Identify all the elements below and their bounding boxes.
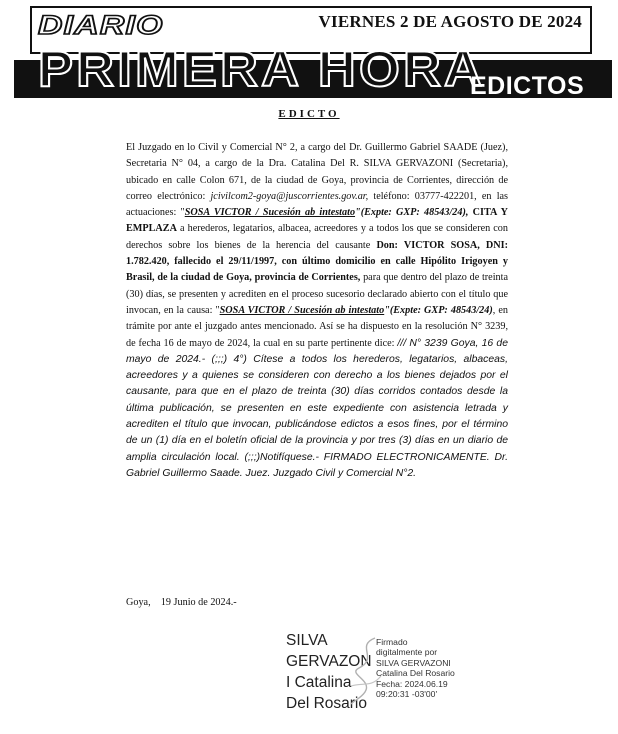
masthead	[0, 0, 618, 98]
stamp-line: Fecha: 2024.06.19	[376, 678, 448, 689]
edict-body	[126, 140, 508, 482]
stamp-line: 09:20:31 -03'00'	[376, 689, 438, 700]
case-name-2: SOSA VICTOR / Sucesión ab intestato	[219, 304, 385, 316]
logo-primera-hora: PRIMERA HORA	[38, 41, 486, 97]
case-expediente-1: "(Expte: GXP: 48543/24),	[355, 207, 469, 219]
text-heirs: a herederos, legatarios, albacea, acreedores y a todos los que se consideren con derechos sobre los bienes de la herencia del causante	[126, 223, 508, 251]
stamp-line: Firmado	[376, 637, 408, 647]
closing-date: 19 Junio de 2024.-	[160, 597, 237, 608]
text-phone: teléfono: 03777-422201, en las actuaciones: "	[126, 190, 509, 219]
logo-diario: DIARIO	[38, 10, 164, 40]
stamp-line: SILVA GERVAZONI	[376, 657, 451, 668]
publication-date: VIERNES 2 DE AGOSTO DE 2024	[318, 12, 582, 31]
text-resolution-intro: , en trámite por ante el juzgado antes mencionado. Así se ha dispuesto en la resolución N° 3239, de fecha 16 de mayo de 2024, la cual en su parte pertinente dice:	[126, 304, 508, 349]
signature-line: SILVA	[286, 632, 328, 649]
section-label: EDICTOS	[470, 72, 585, 100]
stamp-line: Catalina Del Rosario	[376, 668, 455, 679]
case-name-1: SOSA VICTOR / Sucesión ab intestato	[184, 207, 356, 219]
document-title: EDICTO	[278, 108, 340, 120]
court-email: jcivilcom2-goya@juscorrientes.gov.ar,	[210, 190, 369, 202]
closing-place: Goya,	[126, 597, 151, 608]
edict-paragraph	[126, 140, 508, 482]
digital-signature-stamp	[376, 637, 455, 699]
signature-line: GERVAZON	[286, 653, 372, 670]
text-intro: El Juzgado en lo Civil y Comercial N° 2, a cargo del Dr. Guillermo Gabriel SAADE (Juez), Secretaria N° 04, a cargo de la Dra. Catalina Del R. SILVA GERVAZONI (Secretaria), ubicado en calle Colon 671, de la ciudad de Goya, provincia de Corrientes, dirección de correo electrónico:	[126, 142, 508, 202]
case-expediente-2: "(Expte: GXP: 48543/24)	[384, 304, 493, 316]
closing-line	[126, 597, 237, 608]
causante-details: Don: VICTOR SOSA, DNI: 1.782.420, fallecido el 29/11/1997, con último domicilio en calle Hipólito Irigoyen y Brasil, de la ciudad de Goya, provincia de Corrientes,	[126, 239, 508, 284]
signature-line: Del Rosario	[286, 695, 367, 712]
cita-emplaza: CITA Y EMPLAZA	[126, 207, 508, 235]
text-deadline: para que dentro del plazo de treinta (30) días, se presenten y acrediten en el proceso sucesorio declarado abierto con el título que invocan, en la causa: "	[126, 272, 508, 316]
resolution-quote: /// N° 3239 Goya, 16 de mayo de 2024.- (;;;) 4°) Cítese a todos los herederos, legatarios, albaceas, acreedores y a quienes se consideren con derecho a los bienes dejados por el causante, para que en el plazo de treinta (30) días corridos contados desde la última publicación, se presenten en este expediente con asistencia letrada y acrediten el título que invocan, publicándose edictos a esos fines, por el término de un (1) día en el boletín oficial de la provincia y por tres (3) días en un diario de amplia circulación local. (;;;)Notifíquese.- FIRMADO ELECTRONICAMENTE. Dr. Gabriel Guillermo Saade. Juez. Juzgado Civil y Comercial N°2.	[126, 337, 508, 479]
stamp-line: digitalmente por	[376, 647, 438, 658]
signature-line: I Catalina	[286, 674, 352, 691]
